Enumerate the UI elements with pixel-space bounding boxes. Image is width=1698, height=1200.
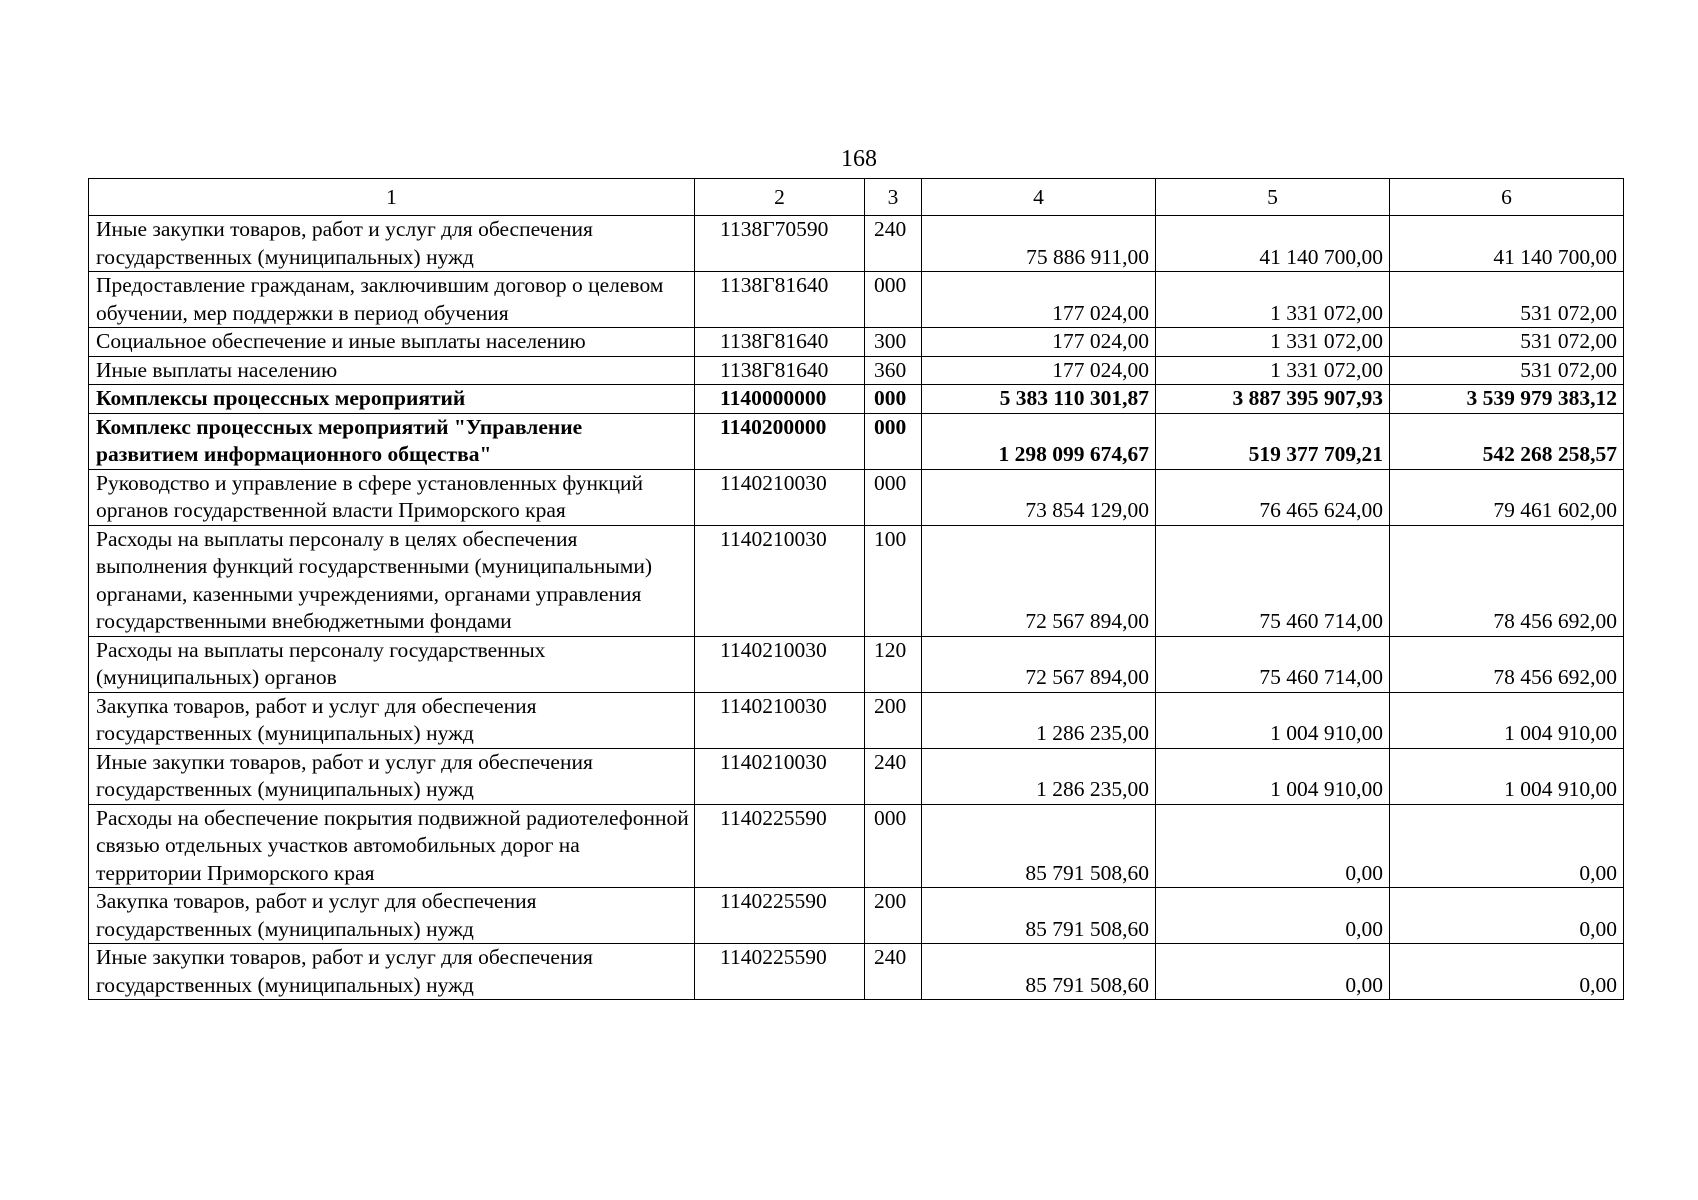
cell-code: 1140210030 [695, 636, 865, 692]
cell-amount-col6: 0,00 [1390, 944, 1624, 1000]
cell-amount-col4: 1 298 099 674,67 [922, 413, 1156, 469]
cell-amount-col4: 177 024,00 [922, 356, 1156, 385]
table-row [89, 272, 1624, 328]
cell-amount-col4: 177 024,00 [922, 272, 1156, 328]
cell-expense-type: 000 [865, 385, 922, 414]
page-number: 168 [841, 146, 877, 172]
cell-expense-type: 000 [865, 804, 922, 888]
cell-amount-col5: 1 004 910,00 [1156, 692, 1390, 748]
table-row [89, 413, 1624, 469]
header-col-4: 4 [922, 179, 1156, 216]
cell-name: Иные закупки товаров, работ и услуг для обеспечения государственных (муниципальных) нужд [89, 944, 695, 1000]
header-row [89, 179, 1624, 216]
cell-expense-type: 000 [865, 413, 922, 469]
cell-amount-col5: 0,00 [1156, 944, 1390, 1000]
cell-expense-type: 300 [865, 328, 922, 357]
cell-name: Руководство и управление в сфере установленных функций органов государственной власти Приморского края [89, 469, 695, 525]
cell-amount-col5: 76 465 624,00 [1156, 469, 1390, 525]
cell-expense-type: 000 [865, 272, 922, 328]
cell-code: 1140225590 [695, 944, 865, 1000]
cell-expense-type: 360 [865, 356, 922, 385]
cell-code: 1140210030 [695, 748, 865, 804]
cell-amount-col4: 73 854 129,00 [922, 469, 1156, 525]
cell-expense-type: 120 [865, 636, 922, 692]
cell-amount-col6: 0,00 [1390, 804, 1624, 888]
cell-expense-type: 240 [865, 216, 922, 272]
cell-name: Иные закупки товаров, работ и услуг для обеспечения государственных (муниципальных) нужд [89, 216, 695, 272]
cell-amount-col4: 1 286 235,00 [922, 692, 1156, 748]
cell-name: Иные выплаты населению [89, 356, 695, 385]
table-row [89, 216, 1624, 272]
cell-expense-type: 200 [865, 888, 922, 944]
header-col-6: 6 [1390, 179, 1624, 216]
cell-amount-col5: 75 460 714,00 [1156, 636, 1390, 692]
cell-expense-type: 240 [865, 944, 922, 1000]
cell-amount-col4: 5 383 110 301,87 [922, 385, 1156, 414]
table-row [89, 692, 1624, 748]
cell-amount-col4: 85 791 508,60 [922, 888, 1156, 944]
cell-code: 1138Г81640 [695, 328, 865, 357]
cell-amount-col6: 531 072,00 [1390, 328, 1624, 357]
cell-amount-col5: 41 140 700,00 [1156, 216, 1390, 272]
cell-name: Социальное обеспечение и иные выплаты населению [89, 328, 695, 357]
cell-code: 1138Г70590 [695, 216, 865, 272]
cell-amount-col6: 1 004 910,00 [1390, 748, 1624, 804]
cell-amount-col5: 3 887 395 907,93 [1156, 385, 1390, 414]
cell-amount-col6: 78 456 692,00 [1390, 525, 1624, 636]
cell-amount-col5: 1 331 072,00 [1156, 356, 1390, 385]
cell-code: 1140225590 [695, 888, 865, 944]
cell-amount-col5: 1 004 910,00 [1156, 748, 1390, 804]
cell-code: 1140225590 [695, 804, 865, 888]
cell-amount-col4: 85 791 508,60 [922, 944, 1156, 1000]
cell-amount-col5: 75 460 714,00 [1156, 525, 1390, 636]
cell-amount-col4: 72 567 894,00 [922, 636, 1156, 692]
cell-amount-col5: 519 377 709,21 [1156, 413, 1390, 469]
cell-name: Расходы на обеспечение покрытия подвижной радиотелефонной связью отдельных участков автомобильных дорог на территории Приморского края [89, 804, 695, 888]
cell-amount-col4: 72 567 894,00 [922, 525, 1156, 636]
cell-amount-col6: 1 004 910,00 [1390, 692, 1624, 748]
table-row [89, 328, 1624, 357]
header-col-2: 2 [695, 179, 865, 216]
header-col-3: 3 [865, 179, 922, 216]
cell-code: 1138Г81640 [695, 356, 865, 385]
cell-code: 1140200000 [695, 413, 865, 469]
table-body [89, 216, 1624, 1000]
table-header [89, 179, 1624, 216]
table-row [89, 356, 1624, 385]
cell-expense-type: 100 [865, 525, 922, 636]
cell-name: Закупка товаров, работ и услуг для обеспечения государственных (муниципальных) нужд [89, 692, 695, 748]
table-row [89, 748, 1624, 804]
cell-amount-col5: 0,00 [1156, 888, 1390, 944]
cell-code: 1140000000 [695, 385, 865, 414]
cell-code: 1140210030 [695, 469, 865, 525]
cell-amount-col6: 79 461 602,00 [1390, 469, 1624, 525]
cell-amount-col6: 3 539 979 383,12 [1390, 385, 1624, 414]
cell-amount-col4: 1 286 235,00 [922, 748, 1156, 804]
table-row [89, 385, 1624, 414]
table-row [89, 636, 1624, 692]
cell-amount-col6: 41 140 700,00 [1390, 216, 1624, 272]
cell-expense-type: 000 [865, 469, 922, 525]
cell-name: Комплекс процессных мероприятий "Управление развитием информационного общества" [89, 413, 695, 469]
cell-amount-col6: 78 456 692,00 [1390, 636, 1624, 692]
cell-name: Предоставление гражданам, заключившим договор о целевом обучении, мер поддержки в период обучения [89, 272, 695, 328]
cell-expense-type: 200 [865, 692, 922, 748]
cell-amount-col4: 75 886 911,00 [922, 216, 1156, 272]
cell-amount-col4: 177 024,00 [922, 328, 1156, 357]
cell-amount-col6: 0,00 [1390, 888, 1624, 944]
cell-name: Расходы на выплаты персоналу в целях обеспечения выполнения функций государственными (муниципальными) органами, казенными учреждениями, органами управления государственными внебюджетными фондами [89, 525, 695, 636]
header-col-1: 1 [89, 179, 695, 216]
cell-code: 1140210030 [695, 692, 865, 748]
cell-name: Закупка товаров, работ и услуг для обеспечения государственных (муниципальных) нужд [89, 888, 695, 944]
table-row [89, 525, 1624, 636]
table-row [89, 804, 1624, 888]
table-row [89, 888, 1624, 944]
cell-amount-col6: 542 268 258,57 [1390, 413, 1624, 469]
cell-code: 1138Г81640 [695, 272, 865, 328]
header-col-5: 5 [1156, 179, 1390, 216]
table-row [89, 469, 1624, 525]
cell-name: Расходы на выплаты персоналу государственных (муниципальных) органов [89, 636, 695, 692]
cell-name: Иные закупки товаров, работ и услуг для обеспечения государственных (муниципальных) нужд [89, 748, 695, 804]
cell-amount-col6: 531 072,00 [1390, 272, 1624, 328]
table-row [89, 944, 1624, 1000]
cell-amount-col5: 1 331 072,00 [1156, 328, 1390, 357]
cell-amount-col5: 0,00 [1156, 804, 1390, 888]
cell-amount-col4: 85 791 508,60 [922, 804, 1156, 888]
cell-name: Комплексы процессных мероприятий [89, 385, 695, 414]
cell-code: 1140210030 [695, 525, 865, 636]
cell-expense-type: 240 [865, 748, 922, 804]
cell-amount-col6: 531 072,00 [1390, 356, 1624, 385]
budget-table [88, 178, 1624, 1000]
cell-amount-col5: 1 331 072,00 [1156, 272, 1390, 328]
